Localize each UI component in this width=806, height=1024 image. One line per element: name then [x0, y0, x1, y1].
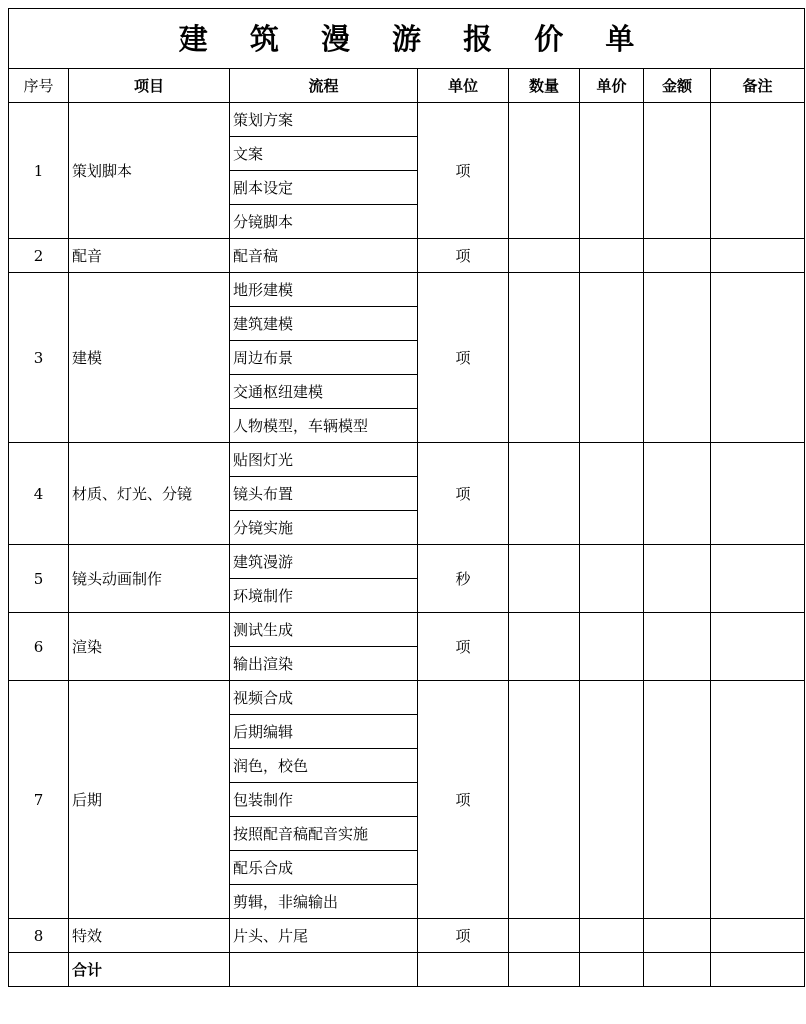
document-title: 建 筑 漫 游 报 价 单	[9, 9, 805, 69]
item-name: 渲染	[69, 613, 230, 681]
unit-cell: 项	[418, 613, 509, 681]
quotation-table	[8, 8, 805, 987]
unit-cell: 项	[418, 273, 509, 443]
item-name: 镜头动画制作	[69, 545, 230, 613]
amount-cell	[644, 919, 711, 953]
process-step: 测试生成	[230, 613, 418, 647]
row-number: 1	[9, 103, 69, 239]
item-name: 建模	[69, 273, 230, 443]
price-cell	[580, 443, 644, 545]
table-row	[9, 613, 805, 647]
process-step: 配音稿	[230, 239, 418, 273]
process-step: 后期编辑	[230, 715, 418, 749]
total-amount-cell	[644, 953, 711, 987]
total-row	[9, 953, 805, 987]
header-unit: 单位	[418, 69, 509, 103]
unit-cell: 项	[418, 443, 509, 545]
amount-cell	[644, 613, 711, 681]
remark-cell	[711, 273, 805, 443]
price-cell	[580, 273, 644, 443]
total-unit-cell	[418, 953, 509, 987]
price-cell	[580, 613, 644, 681]
unit-cell: 项	[418, 681, 509, 919]
total-qty-cell	[509, 953, 580, 987]
price-cell	[580, 681, 644, 919]
amount-cell	[644, 681, 711, 919]
total-no-cell	[9, 953, 69, 987]
process-step: 人物模型，车辆模型	[230, 409, 418, 443]
process-step: 周边布景	[230, 341, 418, 375]
total-price-cell	[580, 953, 644, 987]
amount-cell	[644, 239, 711, 273]
header-process: 流程	[230, 69, 418, 103]
process-step: 建筑漫游	[230, 545, 418, 579]
row-number: 6	[9, 613, 69, 681]
remark-cell	[711, 919, 805, 953]
item-name: 配音	[69, 239, 230, 273]
total-label: 合计	[69, 953, 230, 987]
process-step: 剧本设定	[230, 171, 418, 205]
process-step: 交通枢纽建模	[230, 375, 418, 409]
table-row	[9, 545, 805, 579]
process-step: 环境制作	[230, 579, 418, 613]
unit-cell: 项	[418, 239, 509, 273]
remark-cell	[711, 613, 805, 681]
process-step: 策划方案	[230, 103, 418, 137]
table-row	[9, 919, 805, 953]
process-step: 分镜脚本	[230, 205, 418, 239]
item-name: 策划脚本	[69, 103, 230, 239]
unit-cell: 项	[418, 919, 509, 953]
amount-cell	[644, 103, 711, 239]
remark-cell	[711, 103, 805, 239]
process-step: 视频合成	[230, 681, 418, 715]
amount-cell	[644, 443, 711, 545]
quotation-sheet	[8, 8, 804, 1008]
process-step: 润色，校色	[230, 749, 418, 783]
qty-cell	[509, 545, 580, 613]
total-process-cell	[230, 953, 418, 987]
process-step: 片头、片尾	[230, 919, 418, 953]
remark-cell	[711, 239, 805, 273]
price-cell	[580, 919, 644, 953]
item-name: 后期	[69, 681, 230, 919]
process-step: 文案	[230, 137, 418, 171]
header-remark: 备注	[711, 69, 805, 103]
process-step: 包装制作	[230, 783, 418, 817]
row-number: 5	[9, 545, 69, 613]
total-remark-cell	[711, 953, 805, 987]
qty-cell	[509, 919, 580, 953]
row-number: 3	[9, 273, 69, 443]
process-step: 剪辑，非编输出	[230, 885, 418, 919]
qty-cell	[509, 681, 580, 919]
qty-cell	[509, 613, 580, 681]
amount-cell	[644, 545, 711, 613]
process-step: 地形建模	[230, 273, 418, 307]
table-row	[9, 103, 805, 137]
qty-cell	[509, 443, 580, 545]
header-amount: 金额	[644, 69, 711, 103]
table-row	[9, 443, 805, 477]
unit-cell: 项	[418, 103, 509, 239]
header-price: 单价	[580, 69, 644, 103]
price-cell	[580, 545, 644, 613]
process-step: 配乐合成	[230, 851, 418, 885]
process-step: 贴图灯光	[230, 443, 418, 477]
row-number: 7	[9, 681, 69, 919]
remark-cell	[711, 545, 805, 613]
header-item: 项目	[69, 69, 230, 103]
header-row	[9, 69, 805, 103]
row-number: 2	[9, 239, 69, 273]
price-cell	[580, 239, 644, 273]
item-name: 特效	[69, 919, 230, 953]
unit-cell: 秒	[418, 545, 509, 613]
price-cell	[580, 103, 644, 239]
process-step: 分镜实施	[230, 511, 418, 545]
qty-cell	[509, 239, 580, 273]
process-step: 输出渲染	[230, 647, 418, 681]
process-step: 镜头布置	[230, 477, 418, 511]
table-row	[9, 239, 805, 273]
amount-cell	[644, 273, 711, 443]
header-no: 序号	[9, 69, 69, 103]
table-row	[9, 681, 805, 715]
row-number: 8	[9, 919, 69, 953]
row-number: 4	[9, 443, 69, 545]
header-qty: 数量	[509, 69, 580, 103]
table-row	[9, 273, 805, 307]
qty-cell	[509, 103, 580, 239]
remark-cell	[711, 443, 805, 545]
item-name: 材质、灯光、分镜	[69, 443, 230, 545]
process-step: 建筑建模	[230, 307, 418, 341]
remark-cell	[711, 681, 805, 919]
qty-cell	[509, 273, 580, 443]
process-step: 按照配音稿配音实施	[230, 817, 418, 851]
